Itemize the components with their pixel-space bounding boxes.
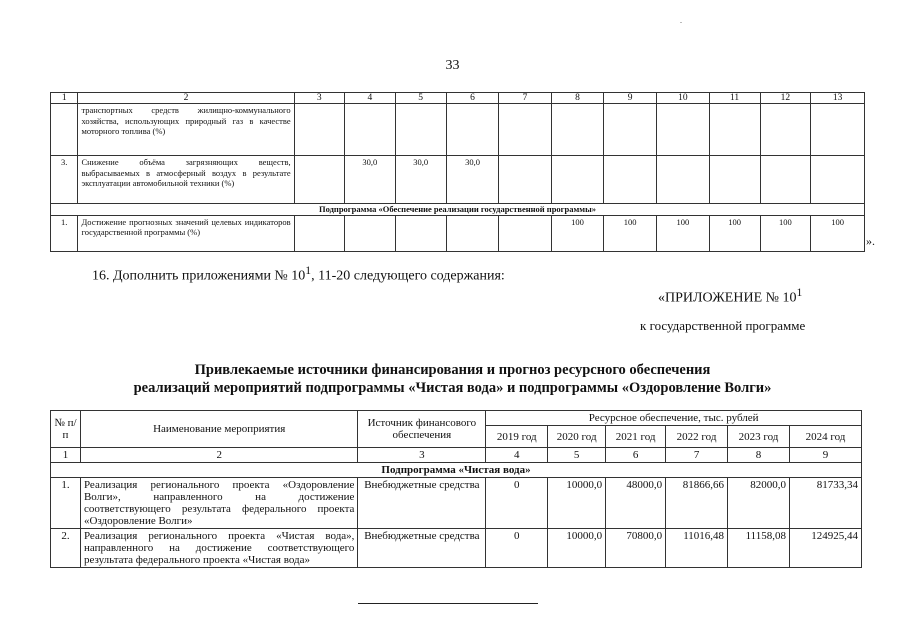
table-row: 2. Реализация регионального проекта «Чистая вода», направленного на достижение соответствующего результата федерального проекта «Чистая вода» Внебюджетные средства 0 10000,0 70800,0 11016,48 11158,08 124925,44	[51, 529, 862, 568]
page-number: 33	[445, 58, 460, 73]
indicators-header-row: 1 2 3 4 5 6 7 8 9 10 11 12 13	[51, 93, 865, 104]
appendix-label: «ПРИЛОЖЕНИЕ № $10^1$	[658, 286, 803, 306]
document-title-line-1: Привлекаемые источники финансирования и прогноз ресурсного обеспечения	[194, 362, 711, 378]
footnote-separator	[358, 603, 538, 604]
closing-quote: ».	[866, 234, 875, 248]
appendix-subtitle: к государственной программе	[640, 318, 806, 333]
funding-table	[50, 410, 862, 568]
funding-subprogram-row: Подпрограмма «Чистая вода»	[51, 463, 862, 478]
table-row: 1. Реализация регионального проекта «Оздоровление Волги», направленного на достижение соответствующего результата федерального проекта «Оздоровление Волги» Внебюджетные средства 0 10000,0 48000,0 81866,66 82000,0 81733,34	[51, 478, 862, 529]
instruction-text: 16. Дополнить приложениями № $10^1$, 11-20 следующего содержания:	[92, 264, 505, 284]
table-row: 3. Снижение объёма загрязняющих веществ, выбрасываемых в атмосферный воздух в результате эксплуатации автомобильной техники (%) 30,0 30,0 30,0	[51, 156, 865, 204]
scan-speck	[680, 22, 682, 23]
table-row: транспортных средств жилищно-коммунального хозяйства, использующих природный газ в качестве моторного топлива (%)	[51, 104, 865, 156]
subprogram-row: Подпрограмма «Обеспечение реализации государственной программы»	[51, 204, 865, 216]
indicators-table	[50, 92, 865, 252]
funding-header-row: № п/п Наименование мероприятия Источник финансового обеспечения Ресурсное обеспечение, тыс. рублей	[51, 411, 862, 426]
table-row: 1. Достижение прогнозных значений целевых индикаторов государственной программы (%) 100 100 100 100 100 100	[51, 215, 865, 251]
funding-colnum-row: 1 2 3 4 5 6 7 8 9	[51, 448, 862, 463]
document-title-line-2: реализаций мероприятий подпрограммы «Чистая вода» и подпрограммы «Оздоровление Волги»	[133, 380, 772, 396]
funding-years-row: 2019 год 2020 год 2021 год 2022 год 2023 год 2024 год	[51, 426, 862, 448]
